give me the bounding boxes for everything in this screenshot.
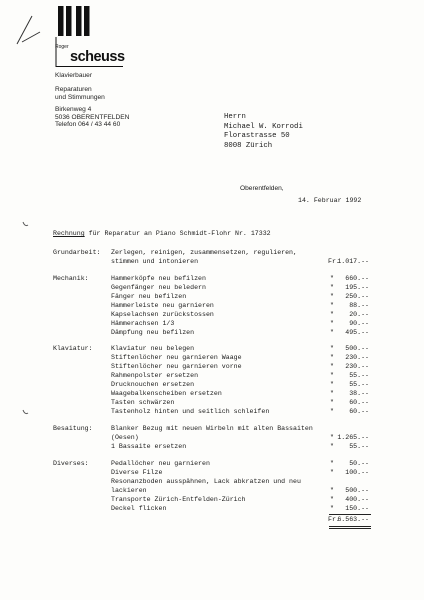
line-item-amount: 1.265.--	[337, 434, 369, 441]
line-item-amount: 150.--	[345, 505, 369, 512]
line-item-text: Hämmerachsen 1/3	[111, 320, 175, 327]
line-item-text: Kapselachsen zurückstossen	[111, 311, 214, 318]
line-item-text: Blanker Bezug mit neuen Wirbeln mit alten Bassaiten	[111, 425, 313, 432]
grundarbeit-currency: Fr.	[328, 258, 340, 265]
ditto-mark: "	[330, 293, 334, 300]
line-item-text: Stiftenlöcher neu garnieren Waage	[111, 354, 242, 361]
section-label-mechanik: Mechanik:	[53, 275, 89, 282]
total-double-rule	[329, 528, 371, 529]
line-item-text: lackieren	[111, 487, 147, 494]
ditto-mark: "	[330, 469, 334, 476]
line-item-amount: 250.--	[345, 293, 369, 300]
ditto-mark: "	[330, 345, 334, 352]
line-item-amount: 500.--	[345, 345, 369, 352]
total-rule	[329, 514, 371, 515]
ditto-mark: "	[330, 505, 334, 512]
line-item-amount: 38.--	[349, 390, 369, 397]
line-item-amount: 60.--	[349, 408, 369, 415]
invoice-date: 14. Februar 1992	[298, 197, 362, 204]
line-item-text: Transporte Zürich-Entfelden-Zürich	[111, 496, 246, 503]
line-item-amount: 230.--	[345, 363, 369, 370]
line-item-amount: 50.--	[349, 460, 369, 467]
ditto-mark: "	[330, 284, 334, 291]
ditto-mark: "	[330, 443, 334, 450]
ditto-mark: "	[330, 390, 334, 397]
section-label-diverses: Diverses:	[53, 460, 89, 467]
line-item-text: Klaviatur neu belegen	[111, 345, 195, 352]
ditto-mark: "	[330, 320, 334, 327]
line-item-text: 1 Bassaite ersetzen	[111, 443, 187, 450]
line-item-amount: 230.--	[345, 354, 369, 361]
line-item-amount: 55.--	[349, 381, 369, 388]
piano-keys-logo-icon	[58, 6, 90, 36]
line-item-amount: 60.--	[349, 399, 369, 406]
line-item-text: Gegenfänger neu beledern	[111, 284, 206, 291]
ditto-mark: "	[330, 487, 334, 494]
total-amount: 6.563.--	[337, 516, 369, 523]
invoice-subject: Rechnung für Reparatur an Piano Schmidt-Flohr Nr. 17332	[53, 230, 271, 237]
ditto-mark: "	[330, 460, 334, 467]
line-item-text: Stiftenlöcher neu garnieren vorne	[111, 363, 242, 370]
sender-address: Birkenweg 4 5036 OBERENTFELDEN Telefon 064 / 43 44 60	[55, 106, 130, 129]
line-item-text: Drucknouchen ersetzen	[111, 381, 195, 388]
ditto-mark: "	[330, 302, 334, 309]
section-label-klaviatur: Klaviatur:	[53, 345, 93, 352]
ditto-mark: "	[330, 275, 334, 282]
section-label-besaitung: Besaitung:	[53, 425, 93, 432]
logo-wordmark: scheuss	[70, 49, 125, 65]
line-item-amount: 500.--	[345, 487, 369, 494]
pen-mark	[14, 12, 44, 46]
section-label-grundarbeit: Grundarbeit:	[53, 249, 101, 256]
line-item-amount: 55.--	[349, 443, 369, 450]
place: Oberentfelden,	[240, 185, 284, 192]
grundarbeit-amount: 1.017.--	[337, 258, 369, 265]
logo-first-name: Roger	[55, 44, 69, 50]
line-item-amount: 660.--	[345, 275, 369, 282]
line-item-amount: 90.--	[349, 320, 369, 327]
ditto-mark: "	[330, 408, 334, 415]
line-item-amount: 20.--	[349, 311, 369, 318]
total-currency: Fr.	[328, 516, 340, 523]
line-item-text: Hammerköpfe neu befilzen	[111, 275, 206, 282]
line-item-text: Rahmenpolster ersetzen	[111, 372, 199, 379]
ditto-mark: "	[330, 372, 334, 379]
recipient-address: Herrn Michael W. Korrodi Florastrasse 50 8008 Zürich	[224, 113, 303, 150]
line-item-amount: 400.--	[345, 496, 369, 503]
line-item-amount: 88.--	[349, 302, 369, 309]
line-item-amount: 195.--	[345, 284, 369, 291]
ditto-mark: "	[330, 363, 334, 370]
ditto-mark: "	[330, 434, 334, 441]
line-item-text: Hammerleiste neu garnieren	[111, 302, 214, 309]
line-item-amount: 495.--	[345, 329, 369, 336]
line-item-amount: 55.--	[349, 372, 369, 379]
line-item-text: Tasten schwärzen	[111, 399, 175, 406]
sender-trade: Klavierbauer	[55, 72, 93, 79]
ditto-mark: "	[330, 311, 334, 318]
ditto-mark: "	[330, 496, 334, 503]
line-item-text: Fänger neu befilzen	[111, 293, 187, 300]
line-item-text: Pedallöcher neu garnieren	[111, 460, 210, 467]
punch-hole-mark	[22, 409, 29, 415]
sender-services: Reparaturen und Stimmungen	[55, 86, 105, 101]
line-item-amount: 100.--	[345, 469, 369, 476]
line-item-text: Tastenholz hinten und seitlich schleifen	[111, 408, 270, 415]
line-item-text: Deckel flicken	[111, 505, 167, 512]
ditto-mark: "	[330, 381, 334, 388]
line-item-text: Dämpfung neu befilzen	[111, 329, 195, 336]
total-double-rule	[329, 526, 371, 527]
line-item-text: Waagebalkenscheiben ersetzen	[111, 390, 222, 397]
ditto-mark: "	[330, 399, 334, 406]
line-item-text: Diverse Filze	[111, 469, 163, 476]
ditto-mark: "	[330, 354, 334, 361]
grundarbeit-line: Zerlegen, reinigen, zusammensetzen, regulieren,	[111, 249, 297, 256]
line-item-text: Resonanzboden ausspähnen, Lack abkratzen und neu	[111, 478, 301, 485]
line-item-text: (Oesen)	[111, 434, 139, 441]
grundarbeit-line: stimmen und intonieren	[111, 258, 199, 265]
ditto-mark: "	[330, 329, 334, 336]
punch-hole-mark	[22, 221, 29, 227]
